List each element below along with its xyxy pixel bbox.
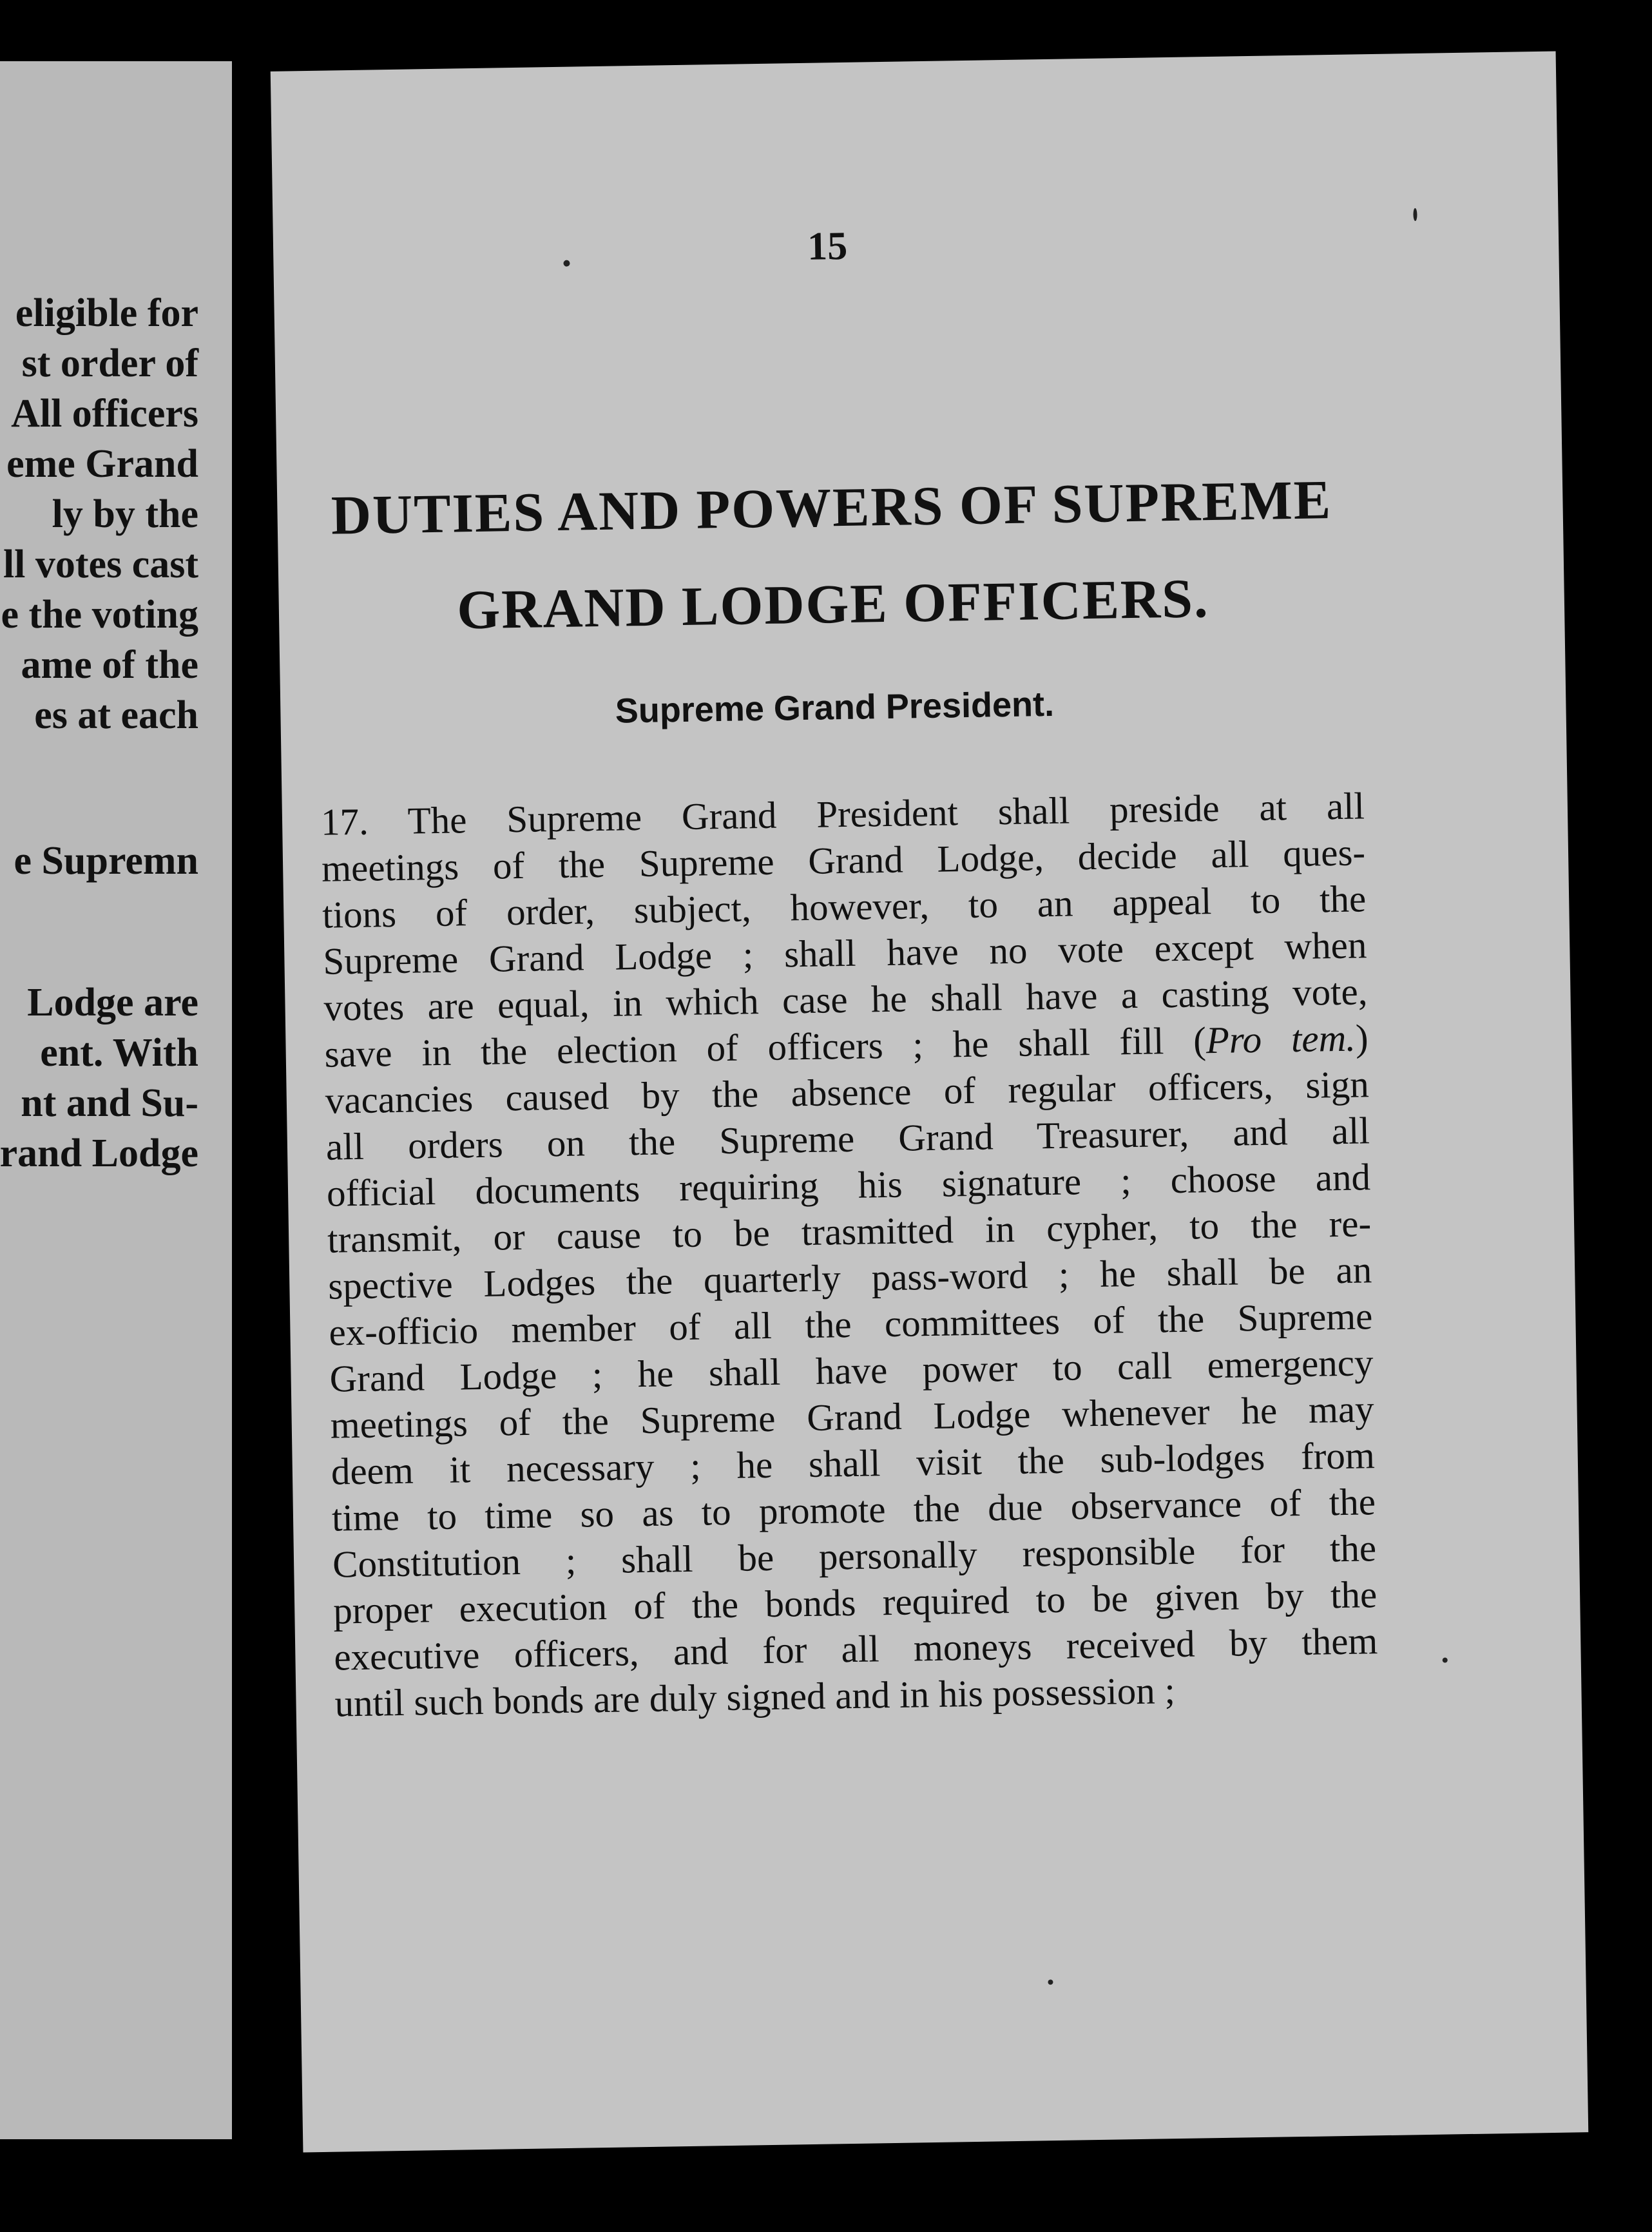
paragraph-line: all orders on the Supreme Grand Treasurer, and all [325,1109,1370,1168]
paragraph-line: deem it necessary ; he shall visit the sub-lodges from [331,1434,1376,1493]
left-page-line: es at each [34,693,198,737]
pro-tem-italic: Pro tem. [1205,1016,1356,1062]
left-page-line: ll votes cast [3,543,198,586]
left-page-line: All officers [11,392,198,436]
page-number: 15 [807,224,848,269]
paragraph-line: transmit, or cause to be trasmitted in cypher, to the re- [327,1202,1372,1261]
paragraph-line: official documents requiring his signature ; choose and [326,1155,1371,1215]
left-page-line: st order of [21,342,198,385]
left-page-line: rand Lodge [0,1131,198,1175]
paragraph-line: until such bonds are duly signed and in his possession ; [334,1669,1176,1725]
paragraph-line: meetings of the Supreme Grand Lodge, decide all ques- [321,831,1366,890]
left-page-line: eligible for [15,291,198,335]
article-17-paragraph [320,782,1378,1726]
left-page-line: nt and Su- [21,1081,198,1125]
ink-speck [1413,208,1417,221]
ink-speck [563,260,570,267]
ink-speck [1443,1657,1448,1662]
paragraph-line: 17. The Supreme Grand President shall preside at all [320,784,1365,843]
left-page-line: ent. With [40,1031,198,1075]
section-heading-line-1: DUTIES AND POWERS OF SUPREME [331,468,1332,546]
paragraph-line: meetings of the Supreme Grand Lodge whenever he may [330,1387,1375,1447]
left-page-line: ame of the [21,643,198,687]
left-page-fragment [0,61,232,2139]
paragraph-line: Grand Lodge ; he shall have power to call emergency [329,1341,1374,1400]
paragraph-line: tions of order, subject, however, to an appeal to the [322,877,1367,936]
paragraph-line: vacancies caused by the absence of regular officers, sign [325,1063,1370,1122]
paragraph-line: executive officers, and for all moneys received by them [333,1619,1378,1679]
left-page-line: ly by the [52,492,198,536]
left-page-line: Lodge are [27,981,198,1025]
paragraph-line-text: save in the election of officers ; he shall fill ( [324,1019,1207,1075]
paragraph-line: spective Lodges the quarterly pass-word ; he shall be an [327,1248,1372,1307]
paragraph-line: time to time so as to promote the due observance of the [331,1480,1376,1539]
left-page-line: e Supremn [14,839,198,883]
paragraph-line: ex-officio member of all the committees of the Supreme [328,1294,1373,1354]
section-heading-line-2: GRAND LODGE OFFICERS. [456,567,1210,641]
left-page-line: eme Grand [6,442,198,486]
pro-tem-close: ) [1355,1016,1369,1059]
paragraph-line: proper execution of the bonds required to be given by the [332,1573,1378,1632]
right-page [271,52,1588,2153]
left-page-line: e the voting [1,593,198,637]
paragraph-line: votes are equal, in which case he shall have a casting vote, [323,970,1368,1029]
paragraph-line: Constitution ; shall be personally responsible for the [332,1526,1377,1586]
paragraph-line: Supreme Grand Lodge ; shall have no vote except when [322,923,1367,983]
subsection-heading: Supreme Grand President. [615,684,1055,731]
ink-speck [1048,1979,1053,1985]
